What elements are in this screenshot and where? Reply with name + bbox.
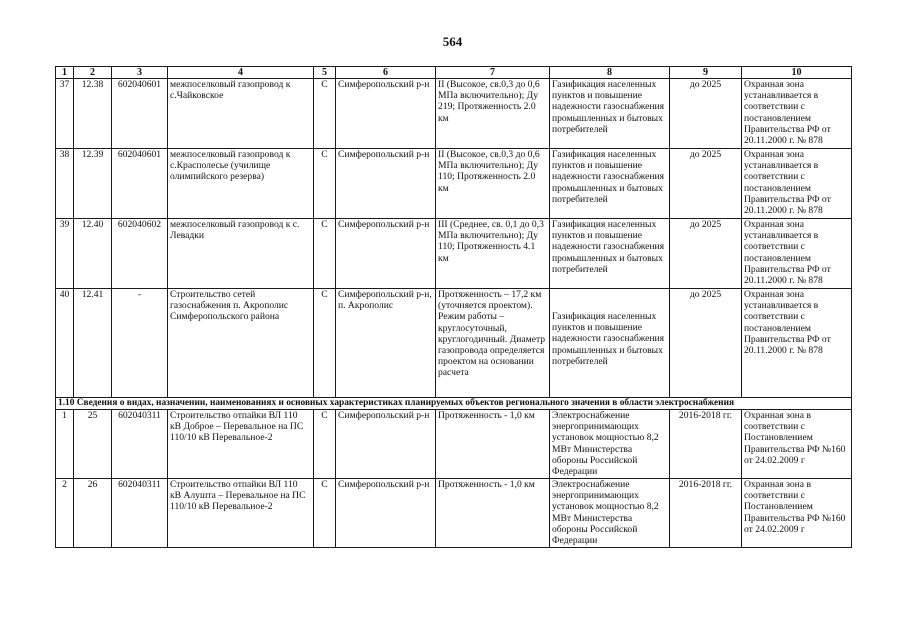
object-term: до 2025 <box>670 289 742 398</box>
object-params: II (Высокое, св.0,3 до 0,6 МПа включительно); Ду 110; Протяженность 2.0 км <box>436 149 550 219</box>
table-row <box>56 79 852 149</box>
header-cell: 3 <box>112 67 168 79</box>
row-number: 39 <box>56 219 74 289</box>
object-type: С <box>314 410 336 479</box>
row-number: 2 <box>56 479 74 548</box>
object-params: II (Высокое, св.0,3 до 0,6 МПа включительно); Ду 219; Протяженность 2.0 км <box>436 79 550 149</box>
protection-zone: Охранная зона устанавливается в соответствии с постановлением Правительства РФ от 20.11.2000 г. № 878 <box>742 219 852 289</box>
table-row <box>56 149 852 219</box>
header-cell: 9 <box>670 67 742 79</box>
object-location: Симферопольский р-н, п. Акрополис <box>336 289 436 398</box>
object-purpose-cell <box>550 289 670 398</box>
header-cell: 5 <box>314 67 336 79</box>
object-type: С <box>314 219 336 289</box>
header-cell: 1 <box>56 67 74 79</box>
object-code: 602040601 <box>112 149 168 219</box>
object-name: межпоселковый газопровод к с. Левадки <box>168 219 314 289</box>
object-purpose: Электроснабжение энергопринимающих установок мощностью 8,2 МВт Министерства обороны Российской Федерации <box>550 410 670 479</box>
object-name: межпоселковый газопровод к с.Красполесье (училище олимпийского резерва) <box>168 149 314 219</box>
object-term: до 2025 <box>670 149 742 219</box>
protection-zone: Охранная зона устанавливается в соответствии с постановлением Правительства РФ от 20.11.2000 г. № 878 <box>742 289 852 398</box>
object-code: - <box>112 289 168 398</box>
object-purpose: Газификация населенных пунктов и повышение надежности газоснабжения промышленных и бытовых потребителей <box>552 311 665 367</box>
object-purpose: Газификация населенных пунктов и повышение надежности газоснабжения промышленных и бытовых потребителей <box>550 79 670 149</box>
row-number: 1 <box>56 410 74 479</box>
section-header-row <box>56 398 852 410</box>
item-number: 25 <box>74 410 112 479</box>
row-number: 37 <box>56 79 74 149</box>
object-location: Симферопольский р-н <box>336 410 436 479</box>
object-term: 2016-2018 гг. <box>670 410 742 479</box>
object-term: до 2025 <box>670 219 742 289</box>
header-cell: 7 <box>436 67 550 79</box>
table-row <box>56 410 852 479</box>
table-row <box>56 479 852 548</box>
protection-zone: Охранная зона устанавливается в соответствии с постановлением Правительства РФ от 20.11.2000 г. № 878 <box>742 79 852 149</box>
object-code: 602040311 <box>112 479 168 548</box>
item-number: 26 <box>74 479 112 548</box>
object-code: 602040601 <box>112 79 168 149</box>
header-cell: 6 <box>336 67 436 79</box>
object-purpose: Газификация населенных пунктов и повышение надежности газоснабжения промышленных и бытовых потребителей <box>550 149 670 219</box>
item-number: 12.38 <box>74 79 112 149</box>
header-cell: 4 <box>168 67 314 79</box>
table-row <box>56 219 852 289</box>
section-title: 1.10 Сведения о видах, назначении, наименованиях и основных характеристиках планируемых объектов регионального значения в области электроснабжения <box>56 398 852 410</box>
object-location: Симферопольский р-н <box>336 79 436 149</box>
object-params: Протяженность – 17,2 км (уточняется проектом). Режим работы – круглосуточный, круглогодичный. Диаметр газопровода определяется проектом на основании расчета <box>436 289 550 398</box>
protection-zone: Охранная зона в соответствии с Постановлением Правительства РФ №160 от 24.02.2009 г <box>742 479 852 548</box>
object-term: до 2025 <box>670 79 742 149</box>
header-cell: 2 <box>74 67 112 79</box>
object-type: С <box>314 79 336 149</box>
protection-zone: Охранная зона в соответствии с Постановлением Правительства РФ №160 от 24.02.2009 г <box>742 410 852 479</box>
object-params: Протяженность - 1,0 км <box>436 479 550 548</box>
row-number: 38 <box>56 149 74 219</box>
protection-zone: Охранная зона устанавливается в соответствии с постановлением Правительства РФ от 20.11.2000 г. № 878 <box>742 149 852 219</box>
object-location: Симферопольский р-н <box>336 479 436 548</box>
object-purpose: Газификация населенных пунктов и повышение надежности газоснабжения промышленных и бытовых потребителей <box>550 219 670 289</box>
item-number: 12.39 <box>74 149 112 219</box>
header-row <box>56 67 852 79</box>
item-number: 12.40 <box>74 219 112 289</box>
header-cell: 10 <box>742 67 852 79</box>
object-code: 602040311 <box>112 410 168 479</box>
object-location: Симферопольский р-н <box>336 149 436 219</box>
object-location: Симферопольский р-н <box>336 219 436 289</box>
row-number: 40 <box>56 289 74 398</box>
object-name: Строительство отпайки ВЛ 110 кВ Доброе – Перевальное на ПС 110/10 кВ Перевальное-2 <box>168 410 314 479</box>
page-number: 564 <box>442 34 463 49</box>
object-type: С <box>314 479 336 548</box>
object-name: Строительство сетей газоснабжения п. Акрополис Симферопольского района <box>168 289 314 398</box>
objects-table <box>55 66 852 548</box>
header-cell: 8 <box>550 67 670 79</box>
item-number: 12.41 <box>74 289 112 398</box>
object-name: межпоселковый газопровод к с.Чайковское <box>168 79 314 149</box>
object-code: 602040602 <box>112 219 168 289</box>
object-name: Строительство отпайки ВЛ 110 кВ Алушта – Перевальное на ПС 110/10 кВ Перевальное-2 <box>168 479 314 548</box>
object-type: С <box>314 289 336 398</box>
object-term: 2016-2018 гг. <box>670 479 742 548</box>
object-params: Протяженность - 1,0 км <box>436 410 550 479</box>
object-type: С <box>314 149 336 219</box>
object-params: III (Среднее, св. 0,1 до 0,3 МПа включительно); Ду 110; Протяженность 4.1 км <box>436 219 550 289</box>
table-row <box>56 289 852 398</box>
object-purpose: Электроснабжение энергопринимающих установок мощностью 8,2 МВт Министерства обороны Российской Федерации <box>550 479 670 548</box>
